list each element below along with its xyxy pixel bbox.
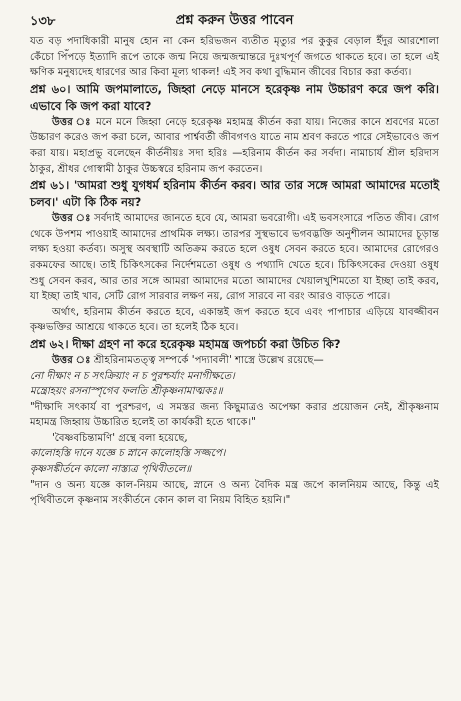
page-number: ১৩৮	[30, 14, 56, 29]
verse-2-translation: "দান ও অন্য যজ্ঞে কাল-নিয়ম আছে, স্নানে ও অন্য বৈদিক মন্ত্র জপে কালনিয়ম আছে, কিন্তু এই পৃথিবীতলে কৃষ্ণনাম সংকীর্তনে কোন কাল বা নিয়ম বিহিত হয়নি।"	[30, 479, 439, 507]
source-intro: 'বৈষ্ণবচিন্তামণি' গ্রন্থে বলা হয়েছে,	[52, 432, 188, 444]
question-61: প্রশ্ন ৬১। 'আমরা শুধু যুগধর্ম হরিনাম কীর্তন করব। আর তার সঙ্গে আমরা আমাদের মতোই চলব।' এটা কি ঠিক নয়?	[30, 178, 439, 210]
answer-60-text: মনে মনে জিহ্বা নেড়ে হরেকৃষ্ণ মহামন্ত্র কীর্তন করা যায়। নিজের কানে শ্রবণের মতো উচ্চারণ করেও জপ করা চলে, আবার পার্শ্ববর্তী জীবগণও যাতে নাম শ্রবণ করতে পারে সেইভাবেও জপ করা যায়। মহাপ্রভু বলেছেন কীর্তনীয়ঃ সদা হরিঃ —হরিনাম কীর্তন কর সর্বদা। নামাচার্য শ্রীল হরিদাস ঠাকুর, শ্রীধর গোস্বামী ঠাকুর উচ্চস্বরে হরিনাম জপ করতেন।	[30, 116, 439, 175]
question-62: প্রশ্ন ৬২। দীক্ষা গ্রহণ না করে হরেকৃষ্ণ মহামন্ত্র জপচর্চা করা উচিত কি?	[30, 336, 341, 351]
answer-label: উত্তর ঃ	[52, 213, 91, 225]
verse-2-line-2: কৃষ্ণসঙ্কীর্তনে কালো নাস্ত্যত্র পৃথিবীতলে॥	[30, 464, 192, 476]
answer-label: উত্তর ঃ	[52, 116, 92, 128]
answer-label: উত্তর ঃ	[52, 354, 91, 366]
answer-62-text: শ্রীহরিনামতত্ত্ব সম্পর্কে 'পদ্যাবলী' শাস্ত্রে উল্লেখ রয়েছে—	[93, 354, 324, 366]
answer-60	[30, 115, 439, 177]
verse-2-line-1: কালোহস্তি দানে যজ্ঞে চ স্নানে কালোহস্তি সজ্জপে।	[30, 448, 226, 460]
answer-61-continued: অর্থাৎ, হরিনাম কীর্তন করতে হবে, একান্তই জপ করতে হবে এবং পাপাচার এড়িয়ে যাবজ্জীবন কৃষ্ণভক্তির আশ্রয়ে থাকতে হবে। তা হলেই ঠিক হবে।	[30, 306, 439, 334]
running-title: প্রশ্ন করুন উত্তর পাবেন	[175, 13, 294, 28]
question-60: প্রশ্ন ৬০। আমি জপমালাতে, জিহ্বা নেড়ে মানসে হরেকৃষ্ণ নাম উচ্চারণ করে জপ করি। এভাবে কি জপ করা যাবে?	[30, 81, 439, 113]
answer-61-text: সর্বদাই আমাদের জানতে হবে যে, আমরা ভবরোগী। এই ভবসংসারে পতিত জীব। রোগ থেকে উপশম পাওয়াই আমাদের প্রাথমিক লক্ষ্য। তারপর সুস্থভাবে ভগবদ্ভক্তি অনুশীলন আমাদের চূড়ান্ত লক্ষ্য হওয়া কর্তব্য। অসুস্থ অবস্থাটি অতিক্রম করতে হলে ওষুধ সেবন করতে হবে। আমাদের রোগেরও রকমফের আছে। তাই চিকিৎসকের নির্দেশমতো ওষুধ ও পথ্যাদি খেতে হবে। চিকিৎসকের দেওয়া ওষুধ শুধু সেবন করব, আর তার সঙ্গে আমরা আমাদের মতো আমাদের খেয়ালখুশিমতো যা ইচ্ছা তাই করব, যা ইচ্ছা তাই খাব, সেটি রোগ সারবার লক্ষণ নয়, রোগ সারবে না বরং আরও বাড়তে পারে।	[30, 213, 439, 303]
verse-1-line-1: নো দীক্ষাং ন চ সৎক্রিয়াং ন চ পুরশ্চর্যাং মনাগীক্ষতে।	[30, 370, 235, 382]
answer-62	[30, 353, 439, 369]
page-body	[30, 34, 439, 509]
verse-1-line-2: মন্ত্রোহয়ং রসনাস্পৃগেব ফলতি শ্রীকৃষ্ণনামাত্মকঃ॥	[30, 386, 223, 398]
answer-61	[30, 211, 439, 305]
verse-1-translation: "দীক্ষাদি সৎকার্য বা পুরশ্চরণ, এ সমস্তর জন্য কিছুমাত্রও অপেক্ষা করার প্রয়োজন নেই, শ্রীকৃষ্ণনাম মহামন্ত্র জিহ্বায় উচ্চারিত হলেই তা কার্যকরী হতে থাকে।"	[30, 401, 439, 429]
page-header	[30, 10, 439, 34]
intro-paragraph: যত বড় পদাধিকারী মানুষ হোন না কেন হরিভজন ব্যতীত মৃত্যুর পর কুকুর বেড়াল ইঁদুর আরশোলা কেঁচো পিঁপড়ে ইত্যাদি রূপে তাকে জন্ম নিয়ে জন্মজন্মান্তরে দুঃখপূর্ণ জগতে থাকতে হবে। তা হলে এই ক্ষণিক মনুষ্যদেহ ধারণের আর কিবা মূল্য থাকল! এই সব কথা বুদ্ধিমান জীবের বিচার করা কর্তব্য।	[30, 36, 439, 79]
